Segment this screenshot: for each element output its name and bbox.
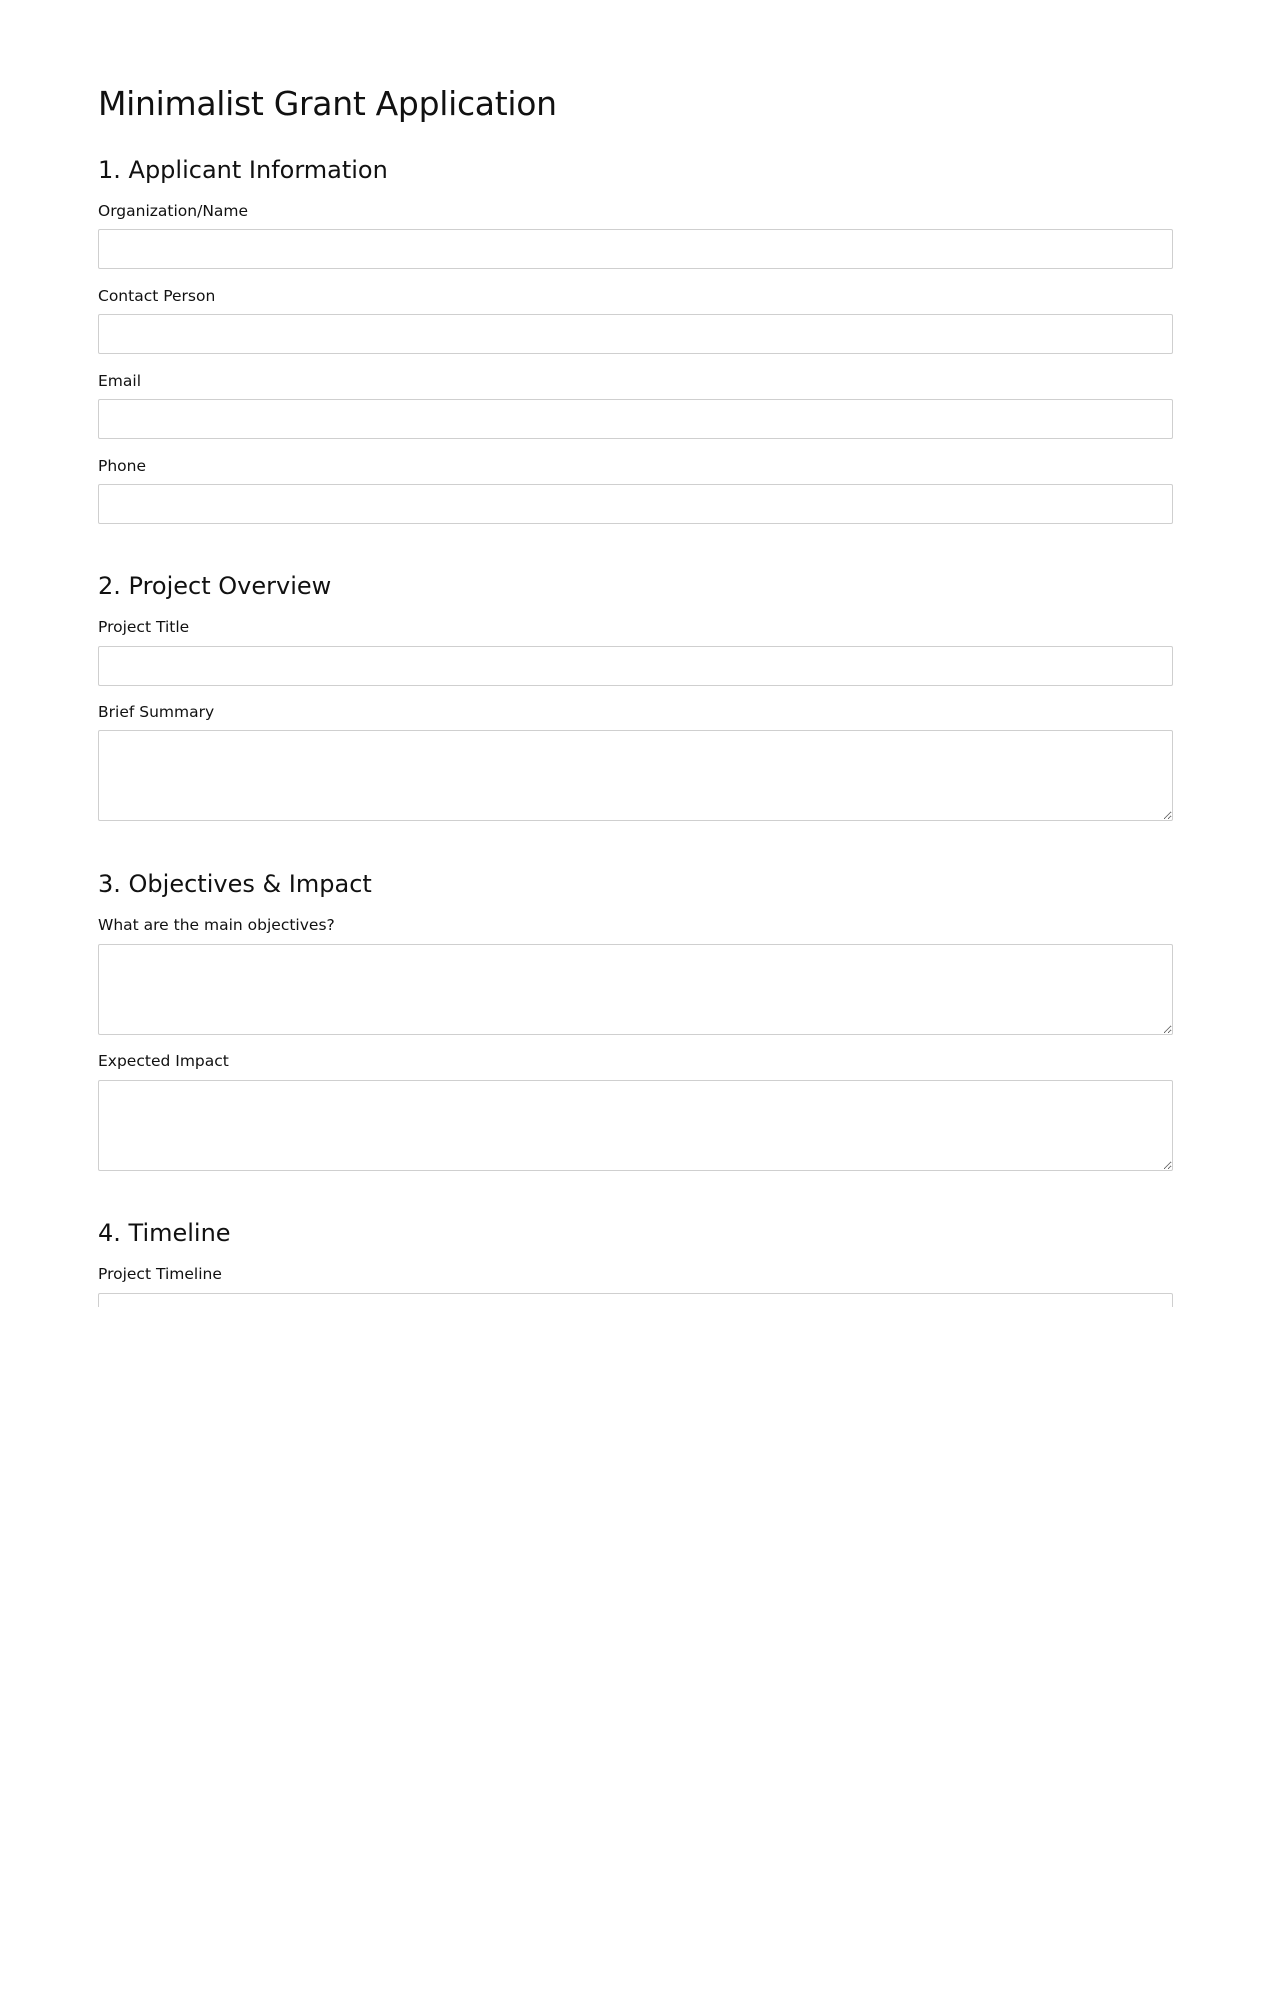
brief-summary-label: Brief Summary	[98, 703, 215, 721]
contact-person-label: Contact Person	[98, 287, 216, 305]
email-input[interactable]	[98, 399, 1173, 439]
project-timeline-label: Project Timeline	[98, 1265, 222, 1283]
phone-label: Phone	[98, 457, 147, 475]
main-objectives-textarea[interactable]	[98, 944, 1173, 1035]
organization-name-input[interactable]	[98, 229, 1173, 269]
main-objectives-label: What are the main objectives?	[98, 916, 335, 934]
section-title-objectives-impact: 3. Objectives & Impact	[98, 870, 372, 898]
page-title: Minimalist Grant Application	[98, 84, 557, 123]
project-timeline-textarea[interactable]	[98, 1293, 1173, 1307]
project-title-input[interactable]	[98, 646, 1173, 686]
expected-impact-label: Expected Impact	[98, 1052, 229, 1070]
contact-person-input[interactable]	[98, 314, 1173, 354]
email-label: Email	[98, 372, 142, 390]
expected-impact-textarea[interactable]	[98, 1080, 1173, 1171]
section-title-project-overview: 2. Project Overview	[98, 572, 332, 600]
section-title-applicant-information: 1. Applicant Information	[98, 156, 388, 184]
section-title-timeline: 4. Timeline	[98, 1219, 231, 1247]
project-title-label: Project Title	[98, 618, 190, 636]
phone-input[interactable]	[98, 484, 1173, 524]
organization-name-label: Organization/Name	[98, 202, 249, 220]
brief-summary-textarea[interactable]	[98, 730, 1173, 821]
